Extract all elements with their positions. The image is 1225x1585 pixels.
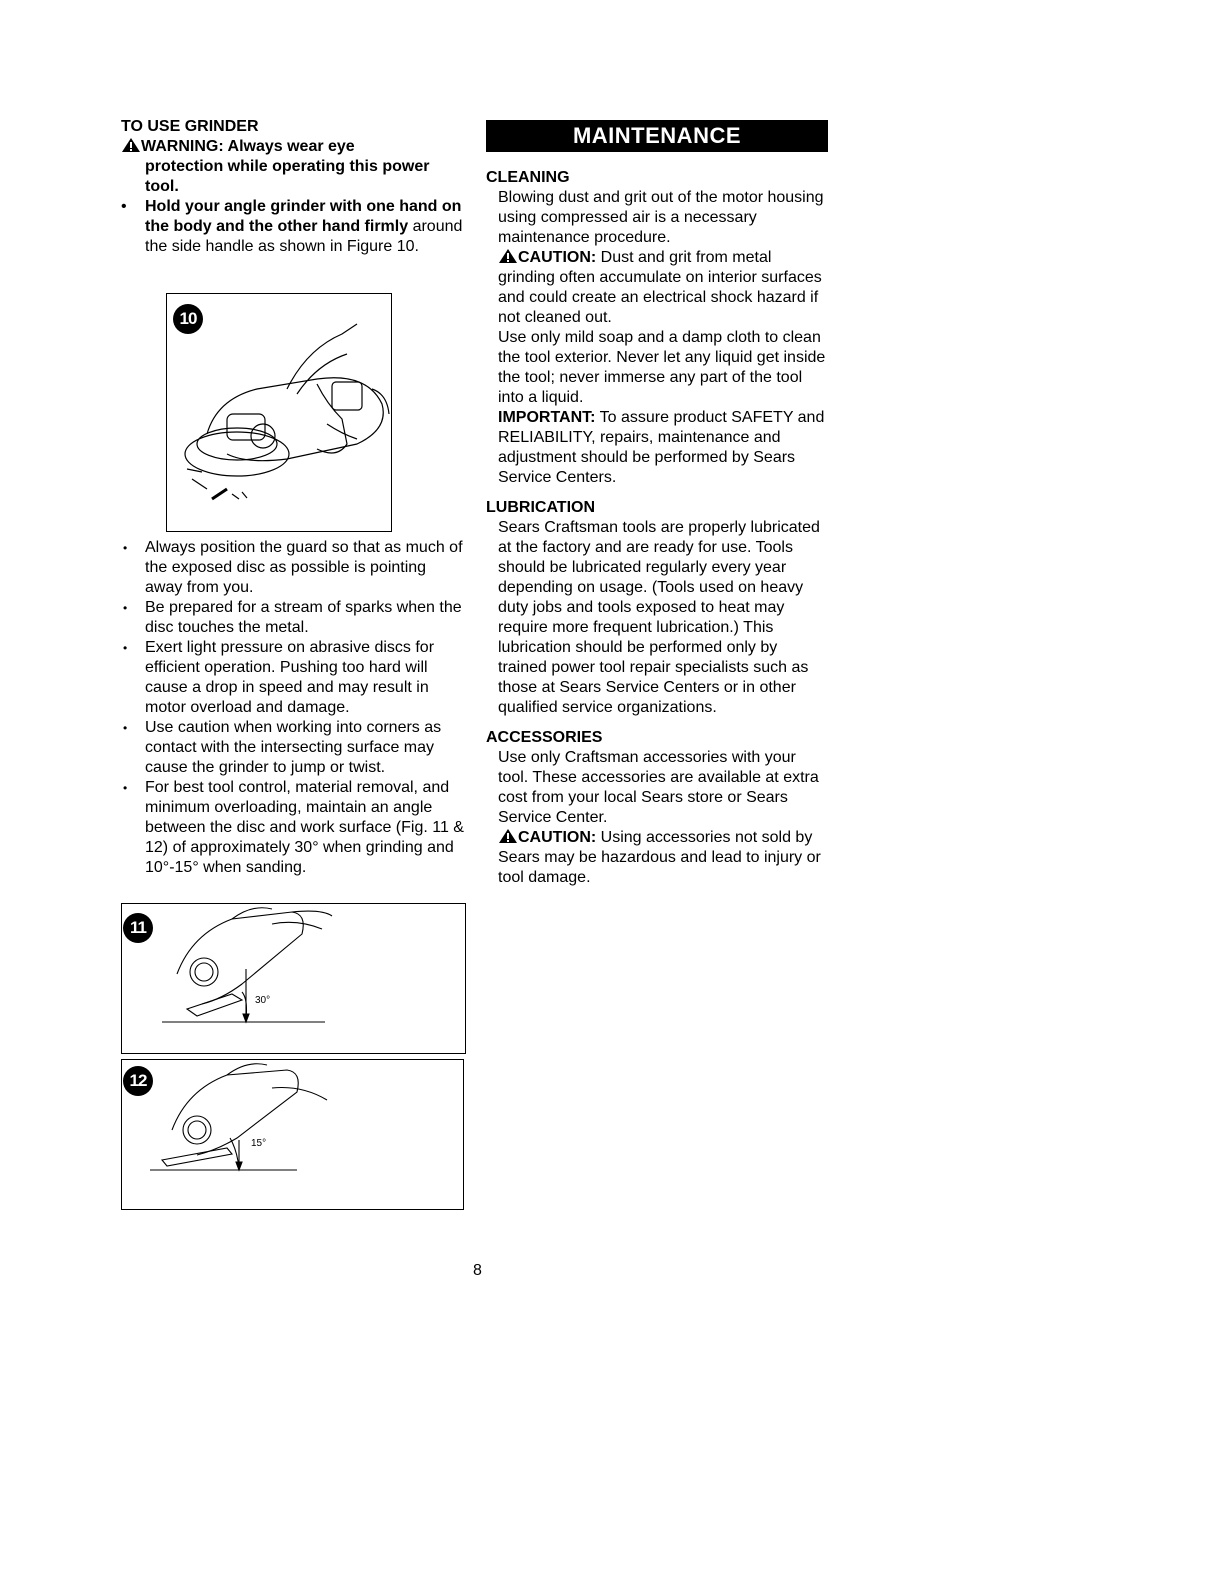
left-bullets-container <box>121 538 466 878</box>
cleaning-paragraph-2: Use only mild soap and a damp cloth to clean the tool exterior. Never let any liquid get inside the tool; never immerse any part of the tool into a liquid. <box>498 329 826 406</box>
warning-line <box>121 137 466 157</box>
cleaning-heading: CLEANING <box>486 169 570 186</box>
cleaning-caution-text: Dust and grit from metal grinding often accumulate on interior surfaces and could create an electrical shock hazard if not cleaned out. <box>498 249 822 326</box>
warning-label: WARNING: Always wear eye <box>141 138 355 155</box>
cleaning-caution-label: CAUTION: <box>518 249 597 266</box>
list-item: • Always position the guard so that as much of the exposed disc as possible is pointing away from you. <box>121 538 466 598</box>
hold-rest-text: around the side handle as shown in Figure 10. <box>145 218 463 255</box>
right-column <box>486 120 828 888</box>
figure-12-badge: 12 <box>123 1066 153 1096</box>
figure-12 <box>121 1059 464 1210</box>
fig12-angle-label: 15° <box>251 1138 267 1149</box>
hold-bold-text: Hold your angle grinder with one hand on the body and the other hand firmly <box>145 198 462 235</box>
important-text: To assure product SAFETY and RELIABILITY, repairs, maintenance and adjustment should be performed by Sears Service Centers. <box>498 409 825 486</box>
caution-triangle-icon <box>498 828 518 844</box>
list-item <box>121 197 466 257</box>
list-item: • Be prepared for a stream of sparks when the disc touches the metal. <box>121 598 466 638</box>
cleaning-important <box>498 408 828 488</box>
grinding-angle-illustration <box>122 904 465 1053</box>
maintenance-banner: MAINTENANCE <box>486 120 828 152</box>
fig11-angle-label: 30° <box>255 995 271 1006</box>
cleaning-caution <box>498 248 828 328</box>
page-number: 8 <box>473 1262 482 1279</box>
warning-triangle-icon <box>121 137 141 153</box>
figure-10-badge: 10 <box>173 304 203 334</box>
list-item: • Use caution when working into corners as contact with the intersecting surface may cause the grinder to jump or twist. <box>121 718 466 778</box>
important-label: IMPORTANT: <box>498 409 596 426</box>
figure-11-badge: 11 <box>123 913 153 943</box>
lubrication-paragraph: Sears Craftsman tools are properly lubricated at the factory and are ready for use. Tools should be lubricated regularly every year depending on usage. (Tools used on heavy duty jobs and tools exposed to heat may require more frequent lubrication.) This lubrication should be performed only by trained power tool repair specialists such as those at Sears Service Centers or in other qualified service organizations. <box>498 519 820 716</box>
accessories-caution <box>498 828 828 888</box>
sanding-angle-illustration <box>122 1060 463 1209</box>
accessories-caution-label: CAUTION: <box>518 829 597 846</box>
list-item: • For best tool control, material removal, and minimum overloading, maintain an angle between the disc and work surface (Fig. 11 & 12) of approximately 30° when grinding and 10°-15° when sanding. <box>121 778 466 878</box>
angle-grinder-illustration <box>167 294 391 531</box>
hold-bullet-list <box>121 197 466 257</box>
accessories-caution-text: Using accessories not sold by Sears may be hazardous and lead to injury or tool damage. <box>498 829 821 886</box>
list-item: • Exert light pressure on abrasive discs for efficient operation. Pushing too hard will cause a drop in speed and may result in motor overload and damage. <box>121 638 466 718</box>
lubrication-heading: LUBRICATION <box>486 499 596 516</box>
caution-triangle-icon <box>498 248 518 264</box>
warning-rest: protection while operating this power tool. <box>145 158 430 195</box>
cleaning-paragraph-1: Blowing dust and grit out of the motor housing using compressed air is a necessary maintenance procedure. <box>498 189 824 246</box>
figure-11 <box>121 903 466 1054</box>
grinder-tips-list <box>121 538 466 878</box>
section-heading-use-grinder: TO USE GRINDER <box>121 118 259 135</box>
accessories-heading: ACCESSORIES <box>486 729 603 746</box>
accessories-paragraph: Use only Craftsman accessories with your tool. These accessories are available at extra cost from your local Sears store or Sears Service Center. <box>498 749 819 826</box>
left-column <box>121 117 466 257</box>
figure-10 <box>166 293 392 532</box>
